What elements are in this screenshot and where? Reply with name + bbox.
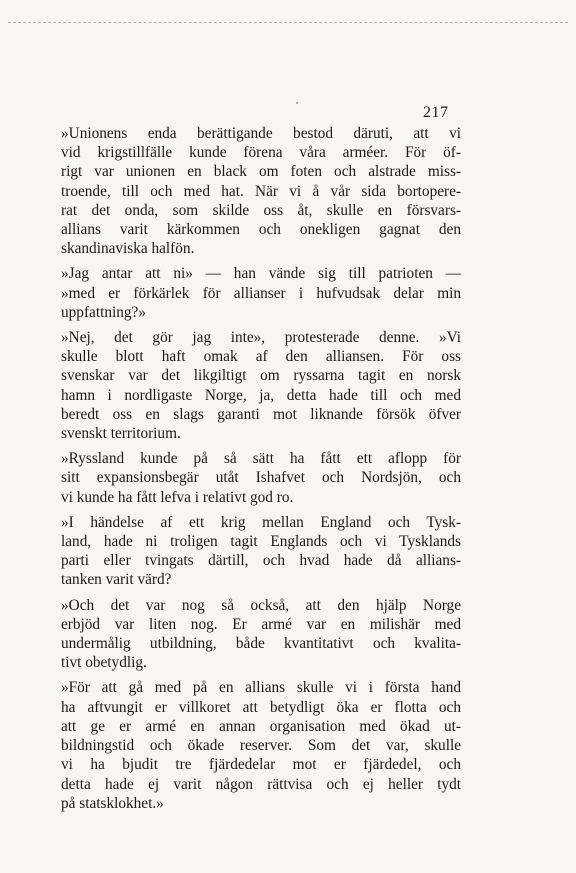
text-line: rigt var unionen en black om foten och alstrade miss-	[61, 163, 461, 181]
paragraph	[61, 596, 461, 673]
text-line: vi ha bjudit tre fjärdedelar mot er fjärdedel, och	[61, 756, 461, 774]
text-line: uppfattning?»	[61, 303, 146, 321]
text-line: rat det onda, som skilde oss åt, skulle en försvars-	[61, 201, 461, 219]
paragraph	[61, 264, 461, 322]
text-line: bildningstid och ökade reserver. Som det var, skulle	[61, 737, 461, 755]
text-line: »Nej, det gör jag inte», protesterade denne. »Vi	[61, 329, 461, 347]
text-line: på statsklokhet.»	[61, 794, 164, 812]
text-line: land, hade ni troligen tagit Englands och vi Tysklands	[61, 533, 461, 551]
text-line: ha aftvungit er villkoret att betydligt öka er flotta och	[61, 698, 461, 716]
text-line: »För att gå med på en allians skulle vi i första hand	[61, 679, 461, 697]
text-line: »Unionens enda berättigande bestod däruti, att vi	[61, 125, 461, 142]
text-line: troende, till och med hat. När vi å vår sida bortopere-	[61, 182, 461, 200]
page-number: 217	[423, 104, 449, 121]
text-line: erbjöd var liten nog. Er armé var en milishär med	[61, 615, 461, 633]
text-line: svenskar var det likgiltigt om ryssarna tagit en norsk	[61, 367, 461, 385]
text-line: vid krigstillfälle kunde förena våra arméer. För öf-	[61, 144, 461, 162]
text-line: detta hade ej varit någon rättvisa och ej heller tydt	[61, 775, 461, 793]
scan-edge-rule	[8, 22, 568, 23]
text-line: svenskt territorium.	[61, 425, 181, 443]
text-line: hamn i nordligaste Norge, ja, detta hade till och med	[61, 386, 461, 404]
text-line: att ge er armé en annan organisation med ökad ut-	[61, 717, 461, 735]
paragraph	[61, 513, 461, 590]
text-line: sitt expansionsbegär utåt Ishafvet och Nordsjön, och	[61, 469, 461, 487]
text-line: allians varit kärkommen och onekligen gagnat den	[61, 221, 461, 239]
text-line: beredt oss en slags garanti mot liknande försök öfver	[61, 405, 461, 423]
text-line: tivt obetydlig.	[61, 654, 147, 672]
paragraph	[61, 678, 461, 812]
text-line: skulle blott haft omak af den alliansen. För oss	[61, 348, 461, 366]
text-line: »Jag antar att ni» — han vände sig till patrioten —	[61, 265, 461, 283]
text-block	[61, 124, 461, 813]
text-line: tanken varit värd?	[61, 571, 172, 589]
text-line: vi kunde ha fått lefva i relativt god ro.	[61, 488, 294, 506]
text-line: parti eller tvingats därtill, och hvad hade då allians-	[61, 552, 461, 570]
text-line: skandinaviska halfön.	[61, 240, 195, 258]
text-line: »I händelse af ett krig mellan England och Tysk-	[61, 513, 461, 531]
text-line: undermålig utbildning, både kvantitativt och kvalita-	[61, 635, 461, 653]
paragraph	[61, 328, 461, 443]
scan-speck	[296, 102, 298, 104]
text-line: »med er förkärlek för allianser i hufvudsak delar min	[61, 284, 461, 302]
paragraph	[61, 124, 461, 258]
paragraph	[61, 449, 461, 507]
text-line: »Ryssland kunde på så sätt ha fått ett aflopp för	[61, 450, 461, 468]
text-line: »Och det var nog så också, att den hjälp Norge	[61, 596, 461, 614]
